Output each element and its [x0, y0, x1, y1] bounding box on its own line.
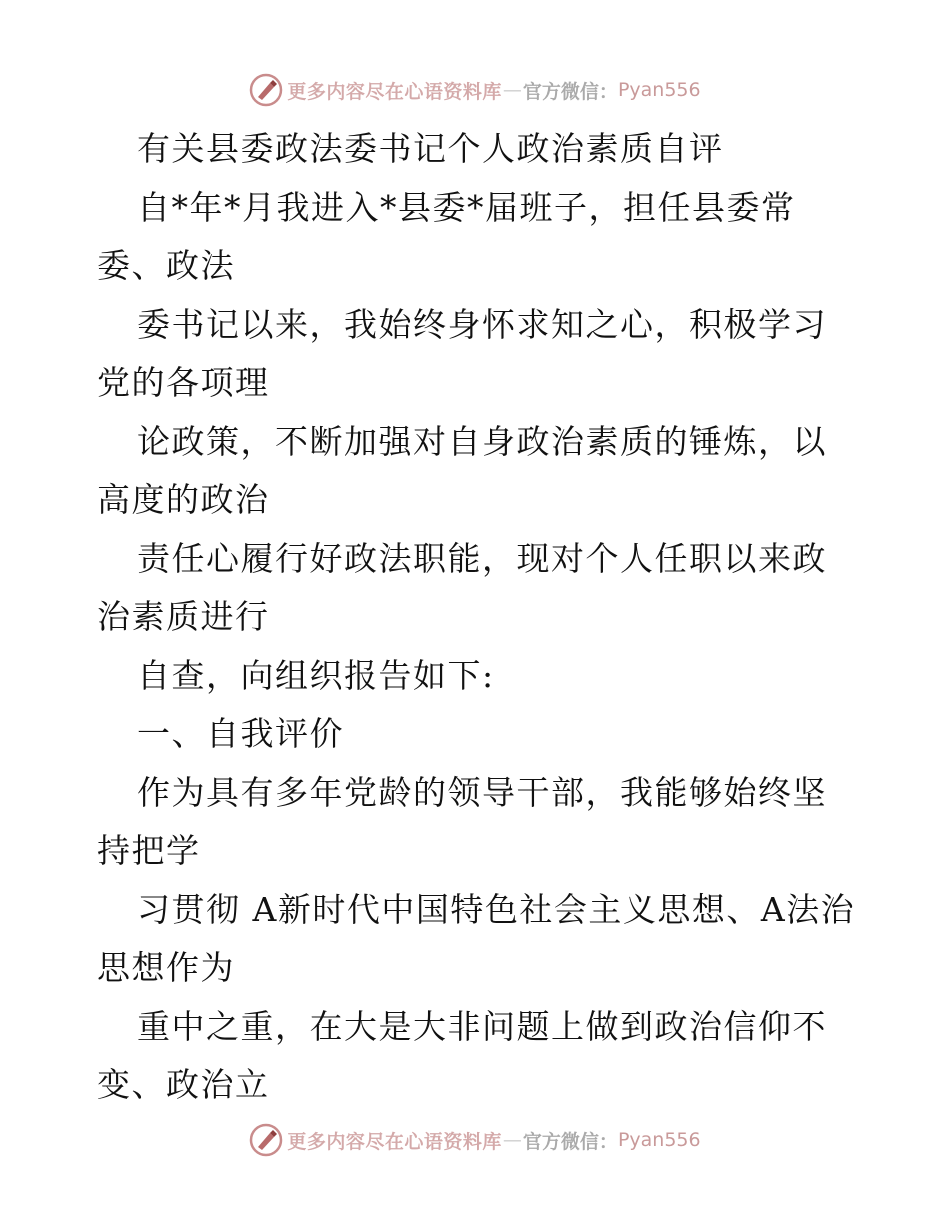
watermark-separator: —: [502, 79, 522, 101]
watermark-wechat-id: Pyan556: [617, 79, 701, 101]
section-heading: 一、自我评价: [137, 714, 344, 753]
watermark-banner-bottom: [0, 1120, 950, 1160]
paragraph: 重中之重，在大是大非问题上做到政治信仰不变、政治立: [97, 1006, 827, 1104]
paragraph: 自*年*月我进入*县委*届班子，担任县委常委、政法: [97, 187, 796, 285]
paragraph: 自查，向组织报告如下:: [137, 655, 495, 695]
document-title: 有关县委政法委书记个人政治素质自评: [137, 129, 724, 168]
watermark-wechat-label: 官方微信：: [522, 80, 618, 103]
watermark-banner-top: [0, 70, 950, 110]
paragraph: 委书记以来，我始终身怀求知之心，积极学习党的各项理: [97, 304, 827, 402]
pen-logo-icon: [249, 1123, 283, 1157]
paragraph: 习贯彻 A新时代中国特色社会主义思想、A法治思想作为: [97, 889, 856, 987]
watermark-wechat-label: 官方微信：: [522, 1130, 618, 1153]
document-body: [97, 120, 857, 1115]
pen-logo-icon: [249, 73, 283, 107]
watermark-separator: —: [502, 1129, 522, 1151]
paragraph: 论政策，不断加强对自身政治素质的锤炼，以高度的政治: [97, 421, 827, 519]
watermark-site-text: 更多内容尽在心语资料库: [287, 80, 502, 103]
watermark-wechat-id: Pyan556: [617, 1129, 701, 1151]
watermark-site-text: 更多内容尽在心语资料库: [287, 1130, 502, 1153]
paragraph: 作为具有多年党龄的领导干部，我能够始终坚持把学: [97, 772, 827, 870]
paragraph: 责任心履行好政法职能，现对个人任职以来政治素质进行: [97, 538, 827, 636]
